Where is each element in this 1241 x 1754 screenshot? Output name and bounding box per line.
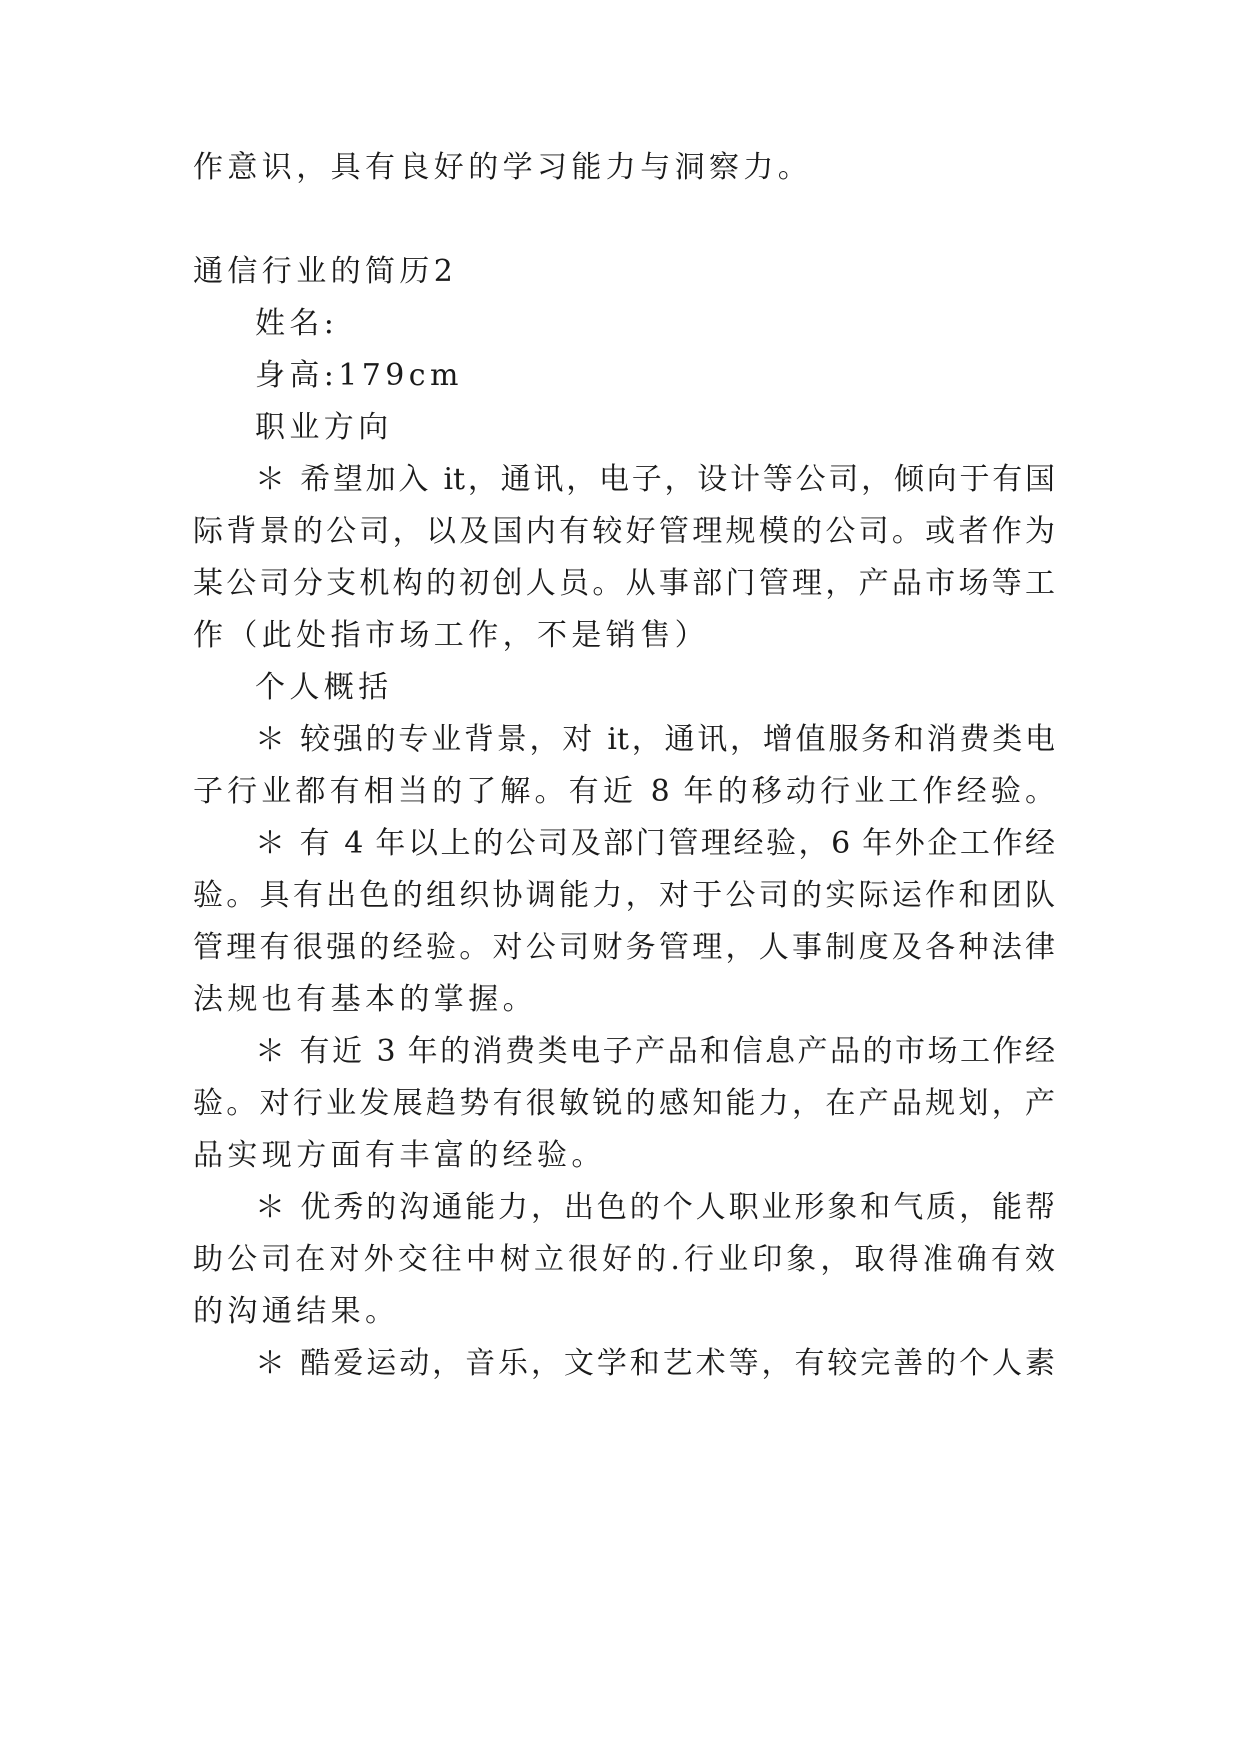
paragraph-line: 助公司在对外交往中树立很好的.行业印象，取得准确有效 <box>193 1242 1055 1277</box>
paragraph-line: 验。对行业发展趋势有很敏锐的感知能力，在产品规划，产 <box>193 1086 1055 1121</box>
field-height: 身高:179cm <box>255 358 463 393</box>
paragraph-line: 管理有很强的经验。对公司财务管理，人事制度及各种法律 <box>193 930 1055 965</box>
paragraph-line: 作意识，具有良好的学习能力与洞察力。 <box>193 150 813 185</box>
paragraph-line: 际背景的公司，以及国内有较好管理规模的公司。或者作为 <box>193 514 1055 549</box>
paragraph-line: 某公司分支机构的初创人员。从事部门管理，产品市场等工 <box>193 566 1055 601</box>
subheading-career-direction: 职业方向 <box>255 410 393 445</box>
paragraph-line: 的沟通结果。 <box>193 1294 400 1329</box>
field-name: 姓名: <box>255 306 339 341</box>
paragraph-line: ＊ 希望加入 it，通讯，电子，设计等公司，倾向于有国 <box>255 462 1055 497</box>
paragraph-line: ＊ 有近 3 年的消费类电子产品和信息产品的市场工作经 <box>255 1034 1055 1069</box>
section-heading: 通信行业的简历2 <box>193 254 458 289</box>
paragraph-line: ＊ 优秀的沟通能力，出色的个人职业形象和气质，能帮 <box>255 1190 1055 1225</box>
paragraph-line: 品实现方面有丰富的经验。 <box>193 1138 606 1173</box>
paragraph-line: ＊ 有 4 年以上的公司及部门管理经验，6 年外企工作经 <box>255 826 1055 861</box>
subheading-personal-summary: 个人概括 <box>255 670 393 705</box>
paragraph-line: 子行业都有相当的了解。有近 8 年的移动行业工作经验。 <box>193 774 1055 809</box>
paragraph-line: 作（此处指市场工作，不是销售） <box>193 618 709 653</box>
paragraph-line: 验。具有出色的组织协调能力，对于公司的实际运作和团队 <box>193 878 1055 913</box>
paragraph-line: ＊ 酷爱运动，音乐，文学和艺术等，有较完善的个人素 <box>255 1346 1055 1381</box>
paragraph-line: ＊ 较强的专业背景，对 it，通讯，增值服务和消费类电 <box>255 722 1055 757</box>
paragraph-line: 法规也有基本的掌握。 <box>193 982 537 1017</box>
